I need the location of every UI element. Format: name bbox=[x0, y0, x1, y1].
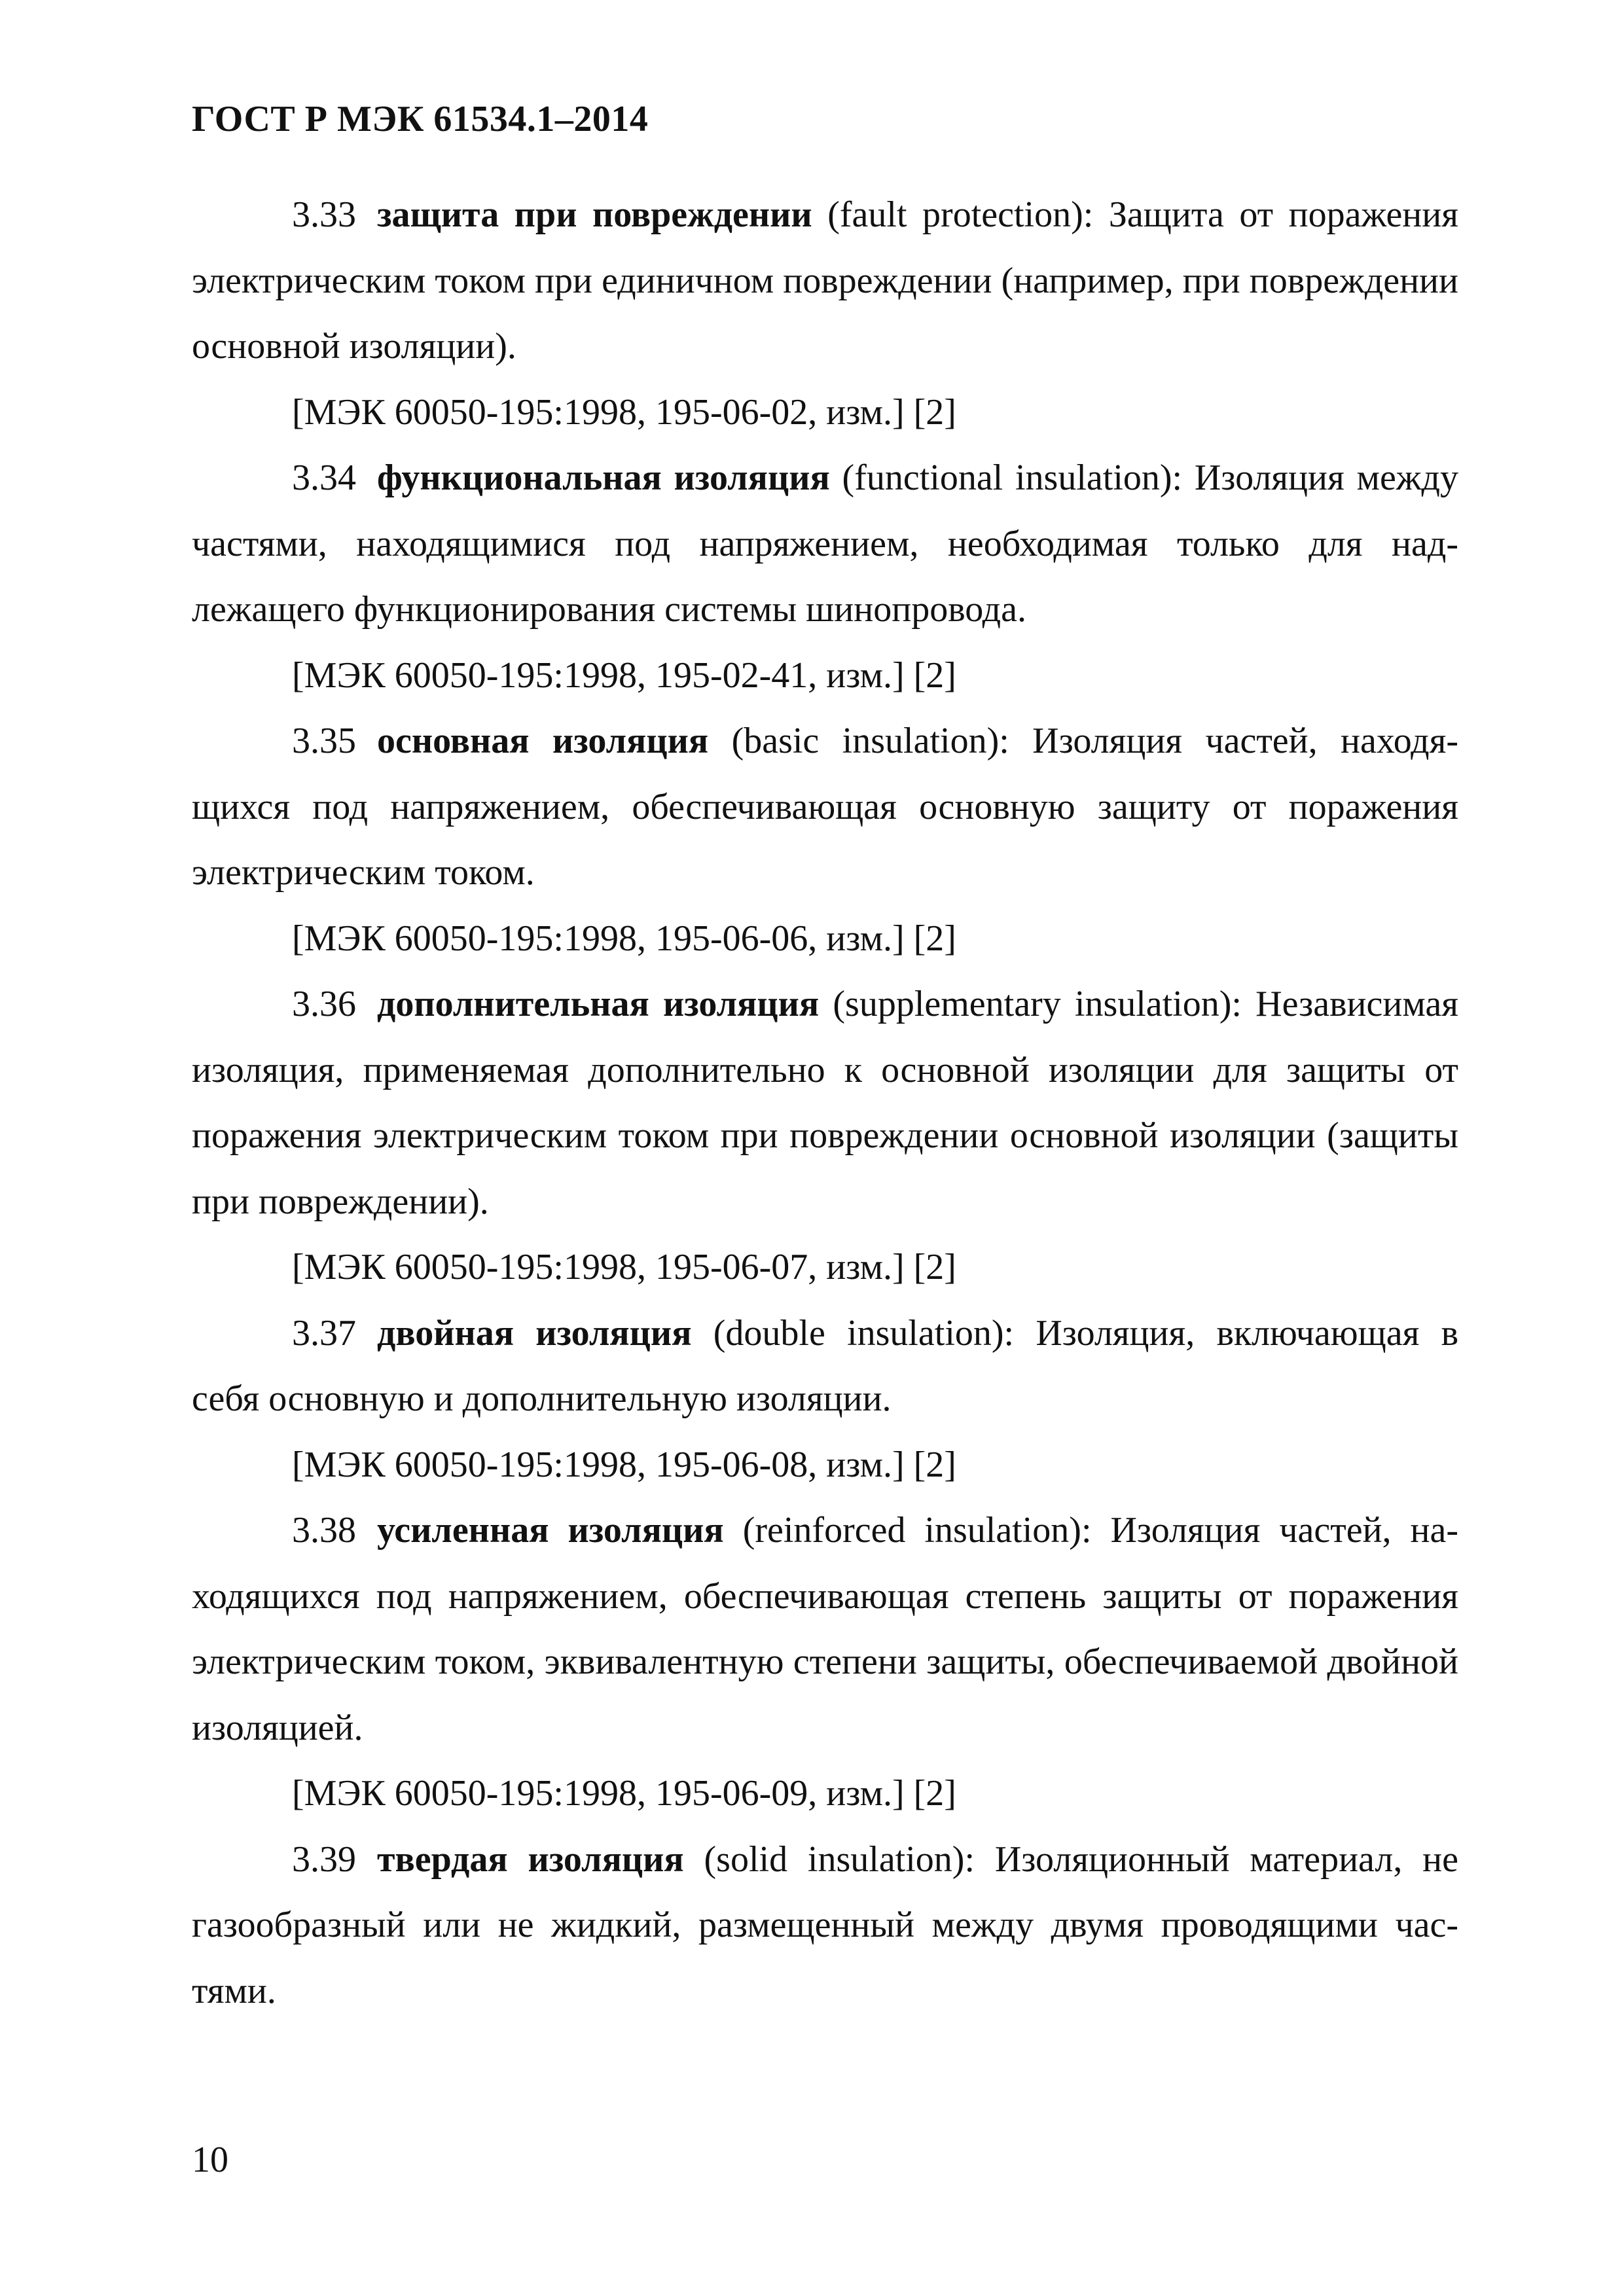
term-entry-3-38 bbox=[192, 1498, 1458, 1761]
term-entry-3-34 bbox=[192, 445, 1458, 643]
entry-reference: [МЭК 60050-195:1998, 195-06-02, изм.] [2] bbox=[292, 391, 956, 433]
entry-reference: [МЭК 60050-195:1998, 195-02-41, изм.] [2] bbox=[292, 655, 956, 696]
entry-number: 3.35 bbox=[292, 721, 356, 761]
entry-term: двойная изоляция bbox=[377, 1312, 692, 1354]
entry-term: основная изоляция bbox=[377, 721, 709, 761]
term-entry-3-37 bbox=[192, 1300, 1458, 1432]
entry-definition: (supplementary insulation): Независимая изоляция, применяемая дополнительно к основной изоляции для защиты от поражения электрическим током при повреждении основной изоляции (защиты при повреждении). bbox=[192, 984, 1459, 1222]
entry-term: защита при повреждении bbox=[377, 194, 812, 235]
term-entry-3-39 bbox=[192, 1827, 1458, 2024]
entry-term: дополнительная изоляция bbox=[377, 984, 820, 1024]
entry-reference: [МЭК 60050-195:1998, 195-06-09, изм.] [2] bbox=[292, 1773, 956, 1814]
term-entry-3-33 bbox=[192, 182, 1458, 380]
entry-term: функциональная изоляция bbox=[377, 457, 830, 498]
term-entry-3-35 bbox=[192, 708, 1458, 906]
page-number: 10 bbox=[192, 2140, 228, 2180]
entry-definition: (functional insulation): Изоляция между частями, находящимися под напряжением, необходимая только для надлежащего функционирования системы шинопровода. bbox=[192, 457, 1458, 630]
entry-definition: (basic insulation): Изоляция частей, находящихся под напряжением, обеспечивающая основную защиту от поражения электрическим током. bbox=[192, 721, 1459, 893]
entry-number: 3.33 bbox=[292, 194, 356, 235]
entry-number: 3.36 bbox=[292, 984, 356, 1024]
entry-number: 3.38 bbox=[292, 1510, 356, 1551]
entry-reference: [МЭК 60050-195:1998, 195-06-07, изм.] [2] bbox=[292, 1247, 956, 1287]
document-header-title: ГОСТ Р МЭК 61534.1–2014 bbox=[192, 99, 649, 139]
entry-term: усиленная изоляция bbox=[377, 1510, 724, 1551]
entry-term: твердая изоляция bbox=[377, 1839, 684, 1880]
entry-reference: [МЭК 60050-195:1998, 195-06-06, изм.] [2] bbox=[292, 918, 956, 959]
entry-definition: (solid insulation): Изоляционный материал, не газообразный или не жидкий, размещенный между двумя проводящими частями. bbox=[192, 1839, 1458, 2011]
term-entry-3-36 bbox=[192, 971, 1458, 1234]
terms-section bbox=[192, 182, 1458, 2024]
entry-number: 3.37 bbox=[292, 1312, 356, 1354]
entry-definition: (double insulation): Изоляция, включающая в себя основную и дополнительную изоляции. bbox=[192, 1312, 1459, 1419]
entry-definition: (reinforced insulation): Изоляция частей, находящихся под напряжением, обеспечивающая степень защиты от поражения электрическим током, эквивалентную степени защиты, обеспечиваемой двойной изоляцией. bbox=[192, 1510, 1459, 1748]
entry-number: 3.34 bbox=[292, 457, 356, 498]
entry-definition: (fault protection): Защита от поражения электрическим током при единичном повреждении (например, при повреждении основной изоляции). bbox=[192, 194, 1458, 367]
entry-reference: [МЭК 60050-195:1998, 195-06-08, изм.] [2] bbox=[292, 1444, 956, 1485]
entry-number: 3.39 bbox=[292, 1839, 356, 1880]
